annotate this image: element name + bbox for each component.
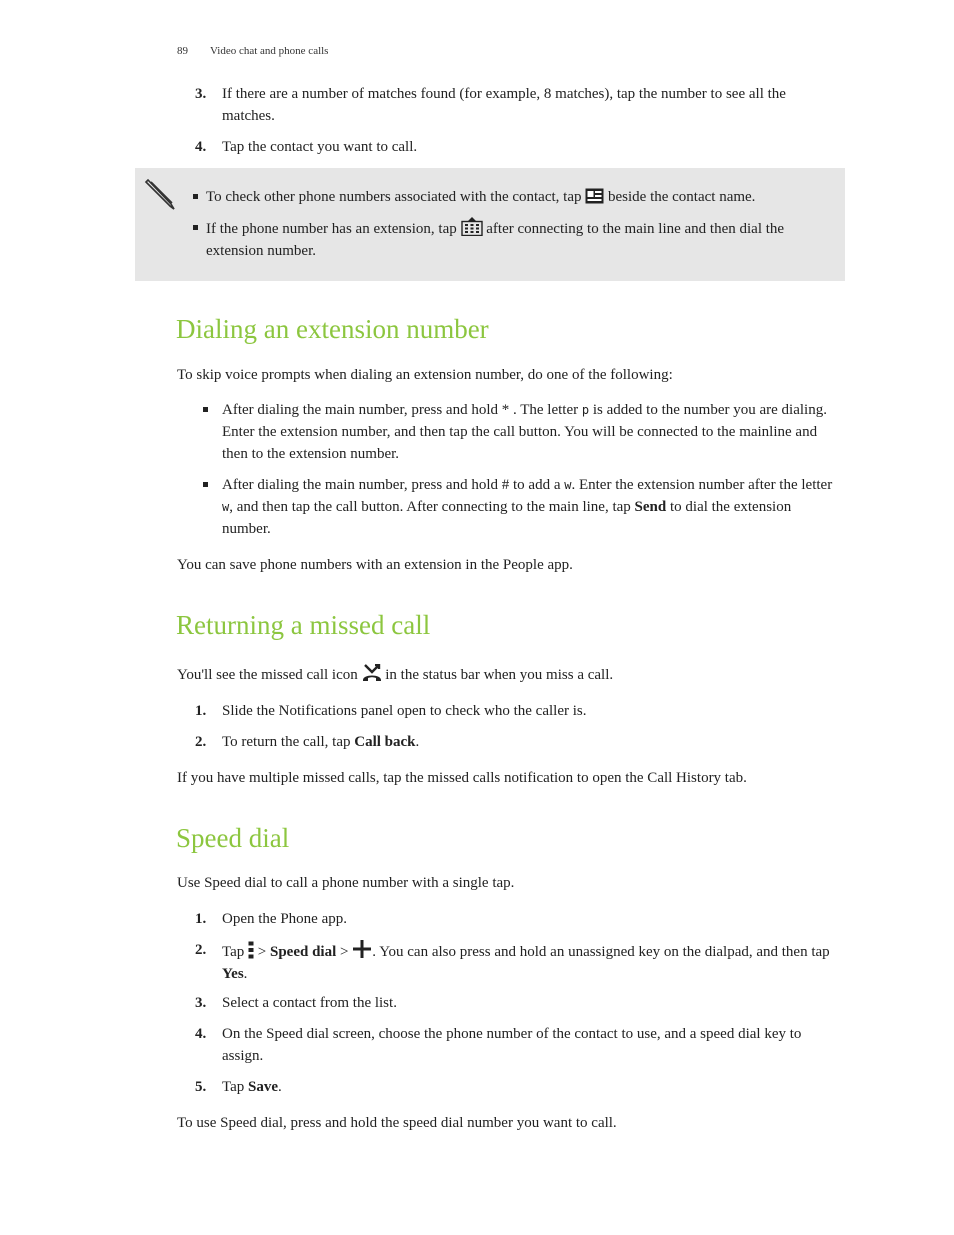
section-title: Video chat and phone calls xyxy=(210,45,329,57)
bullet-text: , and then tap the call button. After connecting to the main line, tap xyxy=(229,499,635,515)
speed-step-2 xyxy=(177,939,842,985)
bullet-marker xyxy=(193,225,198,230)
speed-intro: Use Speed dial to call a phone number with a single tap. xyxy=(177,875,515,891)
note-text: If the phone number has an extension, tap xyxy=(206,221,457,237)
step-text: Open the Phone app. xyxy=(222,911,347,927)
step-text: Slide the Notifications panel open to check who the caller is. xyxy=(222,703,587,719)
speed-step-4 xyxy=(177,1023,842,1067)
note-item xyxy=(193,186,823,208)
step-text: . xyxy=(415,734,420,750)
step-text: If there are a number of matches found (for example, 8 matches), tap the number to see all the matches. xyxy=(222,86,786,124)
note-text: after connecting to the main line and then dial the extension number. xyxy=(206,221,785,259)
speed-dial-label: Speed dial xyxy=(270,944,337,960)
bullet-marker xyxy=(203,407,208,412)
note-text: To check other phone numbers associated with the contact, tap xyxy=(206,189,582,205)
step-number: 4. xyxy=(195,1026,207,1042)
bullet-text: After dialing the main number, press and hold # to add a xyxy=(222,477,565,493)
step-number: 1. xyxy=(195,911,207,927)
step-text: . xyxy=(243,966,248,982)
speed-step-3 xyxy=(177,992,842,1014)
pencil-icon xyxy=(143,178,177,212)
step-text: On the Speed dial screen, choose the phone number of the contact to use, and a speed dial key to assign. xyxy=(222,1026,802,1064)
step-number: 3. xyxy=(195,86,207,102)
step-number: 4. xyxy=(195,139,207,155)
heading-missed-call: Returning a missed call xyxy=(176,610,431,640)
page-number: 89 xyxy=(177,45,188,57)
missed-step-1 xyxy=(177,700,842,722)
note-box xyxy=(135,168,845,281)
bullet-marker xyxy=(193,194,198,199)
call-back-label: Call back xyxy=(354,734,416,750)
bullet-text: . Enter the extension number after the letter xyxy=(571,477,833,493)
para-text: in the status bar when you miss a call. xyxy=(385,667,614,683)
send-label: Send xyxy=(634,499,667,515)
bullet-text: is added to the number you are dialing. Enter the extension number, and then tap the call button. You will be connected to the mainline and then to the extension number. xyxy=(222,402,827,462)
bullet-text: to dial the extension number. xyxy=(222,499,792,537)
heading-speed-dial: Speed dial xyxy=(176,823,290,853)
dialing-intro: To skip voice prompts when dialing an extension number, do one of the following: xyxy=(177,367,673,383)
speed-step-5 xyxy=(177,1076,842,1098)
step-text: > xyxy=(336,944,353,960)
speed-outro: To use Speed dial, press and hold the speed dial number you want to call. xyxy=(177,1115,617,1131)
dialing-outro: You can save phone numbers with an extension in the People app. xyxy=(177,557,573,573)
step-text: Select a contact from the list. xyxy=(222,995,397,1011)
step-3 xyxy=(177,83,842,127)
step-text: To return the call, tap xyxy=(222,734,355,750)
step-text: Tap xyxy=(222,1079,249,1095)
code-letter-w: w xyxy=(222,500,230,514)
yes-label: Yes xyxy=(222,966,244,982)
code-letter-w: w xyxy=(564,478,572,492)
step-number: 5. xyxy=(195,1079,207,1095)
step-text: . You can also press and hold an unassigned key on the dialpad, and then tap xyxy=(372,944,830,960)
plus-icon xyxy=(352,939,372,959)
bullet-text: After dialing the main number, press and hold * . The letter xyxy=(222,402,582,418)
contact-card-icon xyxy=(585,188,604,204)
step-text: Tap the contact you want to call. xyxy=(222,139,418,155)
speed-step-1 xyxy=(177,908,842,930)
step-text: > xyxy=(254,944,270,960)
save-label: Save xyxy=(248,1079,279,1095)
missed-step-2 xyxy=(177,731,842,753)
step-text: . xyxy=(278,1079,282,1095)
step-number: 2. xyxy=(195,942,207,958)
step-number: 3. xyxy=(195,995,207,1011)
step-number: 1. xyxy=(195,703,207,719)
heading-dialing-extension: Dialing an extension number xyxy=(176,314,489,344)
missed-call-icon xyxy=(362,664,382,682)
page-header xyxy=(177,45,328,57)
note-text: beside the contact name. xyxy=(608,189,756,205)
step-number: 2. xyxy=(195,734,207,750)
dialpad-icon xyxy=(461,217,483,236)
bullet-item xyxy=(203,399,843,465)
missed-intro xyxy=(177,664,847,686)
note-item xyxy=(193,217,823,262)
para-text: You'll see the missed call icon xyxy=(177,667,358,683)
step-4 xyxy=(177,136,842,158)
bullet-marker xyxy=(203,482,208,487)
step-text: Tap xyxy=(222,944,249,960)
code-letter-p: p xyxy=(581,403,590,417)
missed-outro: If you have multiple missed calls, tap the missed calls notification to open the Call History tab. xyxy=(177,770,747,786)
bullet-item xyxy=(203,474,843,540)
